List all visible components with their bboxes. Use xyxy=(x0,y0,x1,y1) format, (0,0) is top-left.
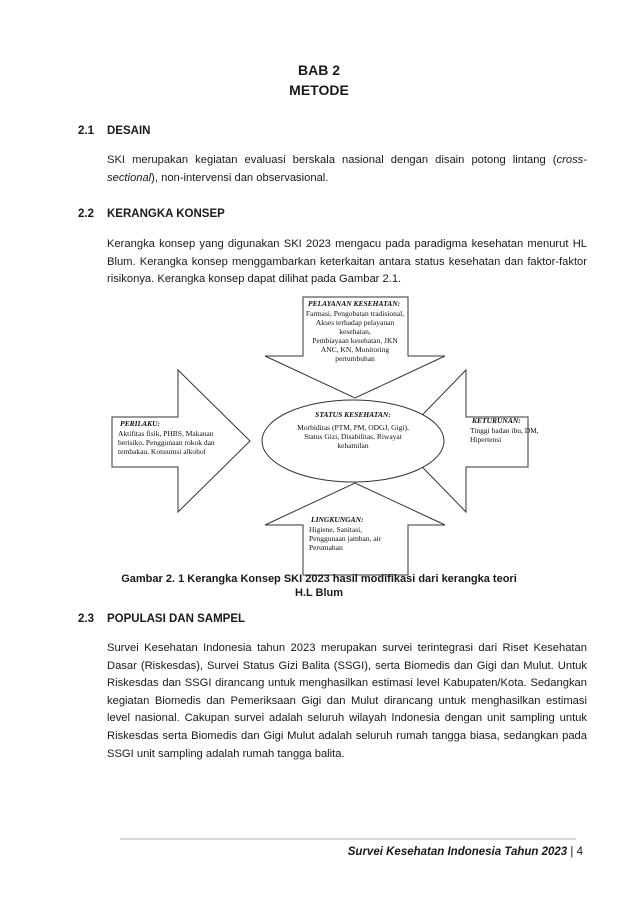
status-title: STATUS KESEHATAN: xyxy=(315,410,391,419)
section-title-desain: DESAIN xyxy=(107,125,151,137)
lingkungan-line-1: Higiene, Sanitasi, xyxy=(309,525,363,534)
section-number-2-3: 2.3 xyxy=(78,613,94,625)
footer-title: Survei Kesehatan Indonesia Tahun 2023 xyxy=(347,846,568,858)
keturunan-title: KETURUNAN: xyxy=(472,416,521,425)
pelayanan-title: PELAYANAN KESEHATAN: xyxy=(308,299,401,308)
populasi-paragraph: Survei Kesehatan Indonesia tahun 2023 merupakan survei terintegrasi dari Riset Kesehatan Dasar (Riskesdas), Survei Status Gizi Balita (SSGI), serta Biomedis dan Gigi dan Mulut. Untuk Riskesdas dan SSGI dirancang untuk menghasilkan estimasi level Kabupaten/Kota. Sedangkan kegiatan Biomedis dan Pemeriksaan Gigi dan Mulut dirancang untuk menghasilkan estimasi level nasional. Cakupan survei adalah seluruh wilayah Indonesia dengan unit sampling untuk Riskesdas serta Biomedis dan Gigi Mulut adalah seluruh rumah tangga biasa, sedangkan pada SSGI unit sampling adalah rumah tangga balita. xyxy=(107,642,587,760)
keturunan-line-1: Tinggi badan ibu, DM, xyxy=(470,426,539,435)
figure-caption xyxy=(80,572,558,600)
section-number-2-1: 2.1 xyxy=(78,125,94,137)
pelayanan-line-4: Pembiayaan kesehatan, JKN xyxy=(312,336,398,345)
status-line-1: Morbiditas (PTM, PM, ODGJ, Gigi), xyxy=(297,423,409,432)
status-line-2: Status Gizi, Disabilitas, Riwayat xyxy=(304,432,402,441)
lingkungan-title: LINGKUNGAN: xyxy=(311,515,364,524)
pelayanan-line-2: Akses terhadap pelayanan xyxy=(315,318,395,327)
kerangka-paragraph: Kerangka konsep yang digunakan SKI 2023 mengacu pada paradigma kesehatan menurut HL Blum. Kerangka konsep menggambarkan keterkaitan antara status kesehatan dan faktor-faktor risikonya. Kerangka konsep dapat dilihat pada Gambar 2.1. xyxy=(107,238,587,286)
chapter-title: METODE xyxy=(289,82,349,98)
caption-line-1: Gambar 2. 1 Kerangka Konsep SKI 2023 hasil modifikasi dari kerangka teori xyxy=(121,573,517,585)
page-footer xyxy=(348,846,583,858)
chapter-number: BAB 2 xyxy=(297,62,340,78)
keturunan-line-2: Hipertensi xyxy=(470,435,502,444)
desain-text-after: ), non-intervensi dan observasional. xyxy=(151,171,329,184)
footer-divider xyxy=(120,838,576,840)
pelayanan-line-3: kesehatan, xyxy=(339,327,371,336)
lingkungan-line-2: Penggunaan jamban, air xyxy=(309,534,382,543)
section-number-2-2: 2.2 xyxy=(78,208,94,220)
perilaku-line-1: Aktifitas fisik, PHBS, Makanan xyxy=(118,429,214,438)
status-line-3: kehamilan xyxy=(337,441,369,450)
lingkungan-line-3: Perumahan xyxy=(309,543,343,552)
pelayanan-line-6: pertumbuhan xyxy=(335,354,375,363)
perilaku-title: PERILAKU: xyxy=(120,419,161,428)
section-title-kerangka: KERANGKA KONSEP xyxy=(107,208,225,220)
pelayanan-line-5: ANC, KN, Monitoring xyxy=(320,345,390,354)
footer-separator: | xyxy=(567,846,577,858)
section-title-populasi: POPULASI DAN SAMPEL xyxy=(107,613,246,625)
desain-text-before: SKI merupakan kegiatan evaluasi berskala nasional dengan disain potong lintang ( xyxy=(107,154,557,166)
page-number: 4 xyxy=(576,846,583,858)
caption-line-2: H.L Blum xyxy=(294,587,344,599)
perilaku-line-3: tembakau, Konsumsi alkohol xyxy=(118,447,206,456)
desain-italic: cross-sectional xyxy=(107,154,587,184)
pelayanan-line-1: Farmasi, Pengobatan tradisional, xyxy=(305,309,405,318)
perilaku-line-2: berisiko, Penggunaan rokok dan xyxy=(118,438,215,447)
